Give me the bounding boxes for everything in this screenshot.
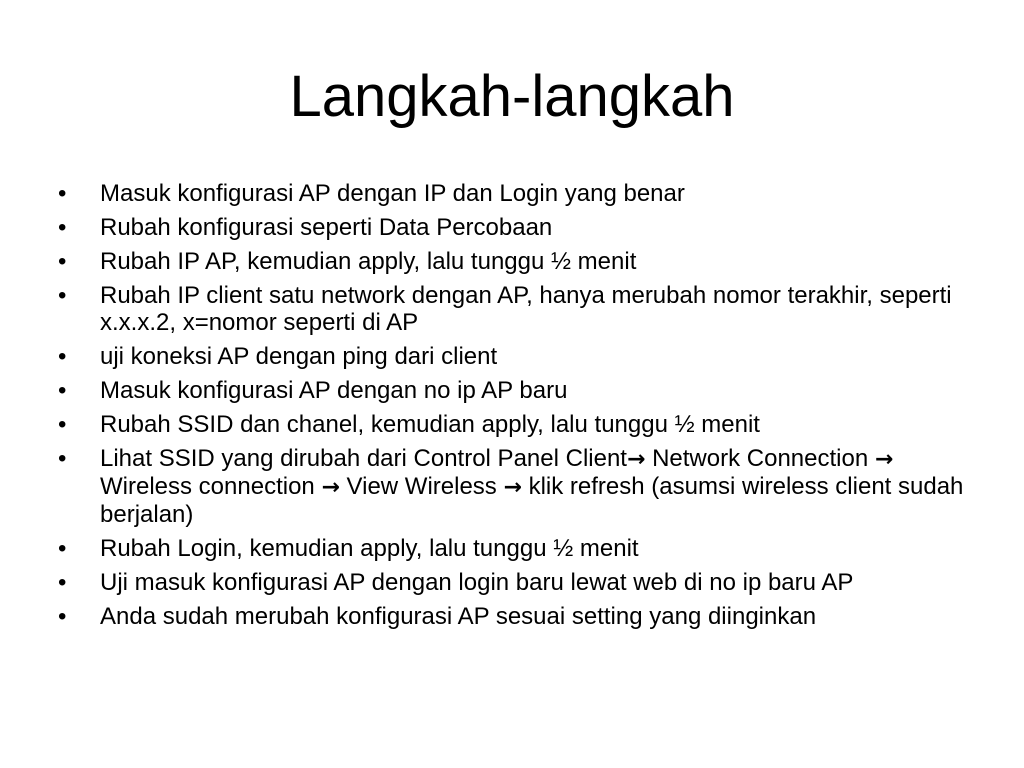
bullet-item bbox=[58, 569, 978, 596]
arrow-right-icon: → bbox=[321, 475, 340, 500]
bullet-text-part: View Wireless bbox=[339, 473, 504, 500]
bullet-text: Rubah SSID dan chanel, kemudian apply, lalu tunggu ½ menit bbox=[100, 411, 760, 438]
bullet-text: Rubah konfigurasi seperti Data Percobaan bbox=[100, 214, 553, 241]
bullet-item bbox=[58, 180, 978, 207]
bullet-text: Rubah IP client satu network dengan AP, hanya merubah nomor terakhir, seperti x.x.x.2, x=nomor seperti di AP bbox=[100, 282, 952, 336]
bullet-item bbox=[58, 214, 978, 241]
bullet-text: Uji masuk konfigurasi AP dengan login baru lewat web di no ip baru AP bbox=[100, 569, 854, 596]
bullet-text-part: klik refresh (asumsi wireless client sudah berjalan) bbox=[100, 473, 964, 528]
bullet-text: Anda sudah merubah konfigurasi AP sesuai setting yang diinginkan bbox=[100, 603, 817, 630]
bullet-item bbox=[58, 282, 978, 336]
bullet-icon: • bbox=[58, 535, 67, 562]
bullet-item bbox=[58, 248, 978, 275]
bullet-text: Rubah Login, kemudian apply, lalu tunggu ½ menit bbox=[100, 535, 639, 562]
bullet-icon: • bbox=[58, 411, 67, 438]
bullet-text: Masuk konfigurasi AP dengan IP dan Login yang benar bbox=[100, 180, 685, 207]
bullet-icon: • bbox=[58, 569, 67, 596]
bullet-icon: • bbox=[58, 377, 67, 404]
slide-title: Langkah-langkah bbox=[289, 64, 735, 129]
bullet-icon: • bbox=[58, 180, 67, 207]
bullet-text: Masuk konfigurasi AP dengan no ip AP baru bbox=[100, 377, 568, 404]
bullet-icon: • bbox=[58, 214, 67, 241]
bullet-item bbox=[58, 411, 978, 438]
bullet-icon: • bbox=[58, 282, 67, 309]
arrow-right-icon: → bbox=[874, 447, 894, 472]
bullet-item bbox=[58, 445, 978, 528]
bullet-item bbox=[58, 535, 978, 562]
bullet-text-part: Wireless connection bbox=[100, 473, 322, 500]
arrow-right-icon: → bbox=[503, 475, 522, 500]
bullet-item bbox=[58, 343, 978, 370]
bullet-text-part: Network Connection bbox=[645, 445, 875, 472]
bullet-icon: • bbox=[58, 603, 67, 630]
bullet-list bbox=[58, 180, 978, 637]
bullet-item bbox=[58, 603, 978, 630]
bullet-item bbox=[58, 377, 978, 404]
bullet-icon: • bbox=[58, 343, 67, 370]
bullet-text: uji koneksi AP dengan ping dari client bbox=[100, 343, 498, 370]
arrow-right-icon: → bbox=[626, 447, 646, 472]
bullet-text: Rubah IP AP, kemudian apply, lalu tunggu ½ menit bbox=[100, 248, 637, 275]
bullet-text-part: Lihat SSID yang dirubah dari Control Panel Client bbox=[100, 445, 627, 472]
bullet-icon: • bbox=[58, 445, 67, 472]
bullet-icon: • bbox=[58, 248, 67, 275]
